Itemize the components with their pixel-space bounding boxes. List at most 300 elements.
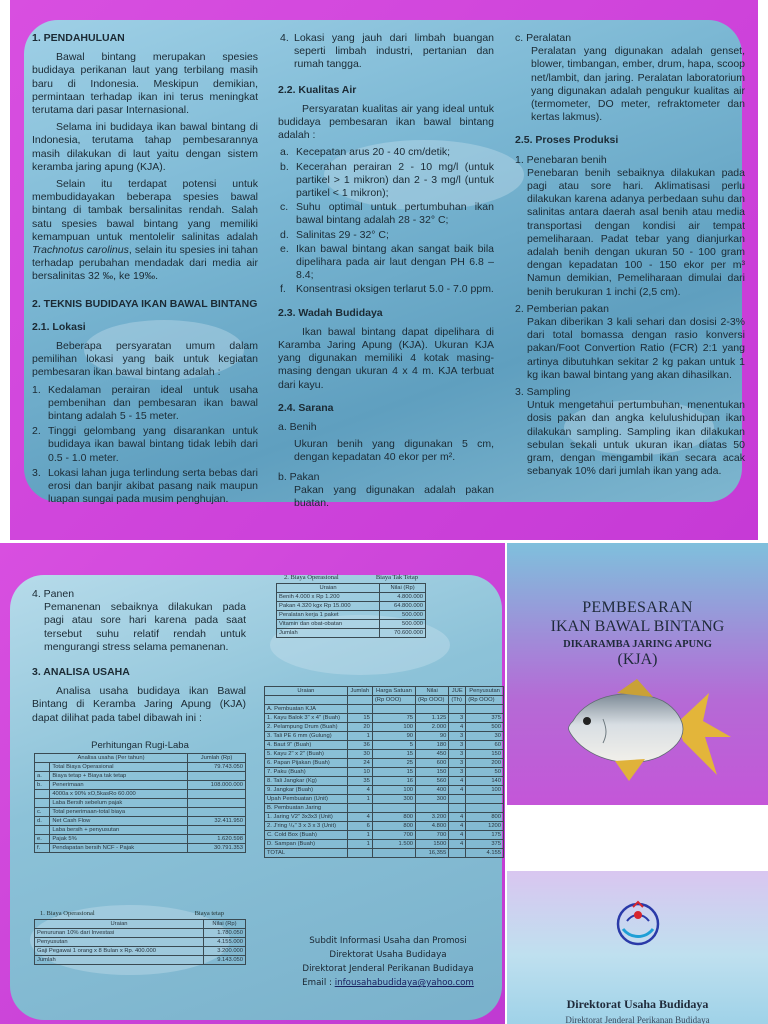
list-text: Lokasi lahan juga terlindung serta bebas dari erosi dan banjir akibat pasang naik maupun luapan sungai pada musim penghujan.: [48, 466, 258, 506]
table-cell: 20: [347, 723, 372, 732]
table-cell: 4: [449, 822, 466, 831]
table-cell: TOTAL: [265, 849, 348, 858]
table-cell: [35, 790, 50, 799]
table-cell: [347, 705, 372, 714]
list-number: 1.: [32, 383, 41, 396]
footer-email-line: Email : infousahabudidaya@yahoo.com: [302, 978, 474, 988]
table-cell: 3: [449, 741, 466, 750]
table-cell: 3: [449, 714, 466, 723]
table-cell: 100: [466, 786, 504, 795]
table-cell: 140: [466, 777, 504, 786]
table-cell: 1: [347, 831, 372, 840]
footer-line: Direktorat Usaha Budidaya: [329, 950, 447, 960]
list-text: Tinggi gelombang yang disarankan untuk budidaya ikan bawal bintang tidak lebih dari 0.5 - 1.0 meter.: [48, 425, 258, 464]
table-units-row: [265, 696, 504, 705]
table-cell: [372, 705, 415, 714]
table-cell: 1500: [416, 840, 449, 849]
table-cell: 3. Tali PE 6 mm (Gulung): [265, 732, 348, 741]
lokasi-list-continued: [278, 32, 494, 72]
table-cell: [416, 804, 449, 813]
table-cell: 6. Papan Pijakan (Buah): [265, 759, 348, 768]
table-cell: [466, 795, 504, 804]
email-link[interactable]: infousahabudidaya@yahoo.com: [334, 978, 474, 988]
table-cell: 30.791.353: [188, 844, 246, 853]
table-cell: 4: [449, 840, 466, 849]
table-row: [265, 840, 504, 849]
production-list: [515, 154, 745, 479]
table-caption: 2. Biaya Operasional: [284, 574, 339, 581]
table-cell: 4: [449, 786, 466, 795]
table-cell: Jumlah: [277, 629, 380, 638]
table-row: [265, 813, 504, 822]
table-header-row: [277, 584, 426, 593]
table-cell: 500: [466, 723, 504, 732]
footer-line: Subdit Informasi Usaha dan Promosi: [309, 936, 467, 946]
profit-loss-table: [34, 753, 246, 853]
table-row: [265, 750, 504, 759]
table-cell: A. Pembuatan KJA: [265, 705, 348, 714]
table-cell: 300: [416, 795, 449, 804]
fixed-cost-table: [34, 919, 246, 965]
table-cell: [188, 808, 246, 817]
table-row: [277, 629, 426, 638]
table-cell: 150: [466, 750, 504, 759]
investment-block: [264, 686, 504, 858]
table-row: [35, 826, 246, 835]
table-cell: 375: [466, 714, 504, 723]
table-cell: [265, 696, 348, 705]
section-heading: 1. PENDAHULUAN: [32, 32, 125, 44]
table-cell: Pajak 5%: [50, 835, 188, 844]
table-cell: 1: [347, 732, 372, 741]
table-cell: 79.743.050: [188, 763, 246, 772]
list-text: Untuk mengetahui pertumbuhan, menentukan dosis pakan dan angka kelulushidupan ikan dilakukan sampling. Sampling ikan dilakukan sebulan sekali untuk ukuran ikan diatas 50 gram, dengan mengambil ikan secara acak sebanyak 10% dari jumlah ikan yang ada.: [527, 399, 745, 478]
table-cell: Laba bersih + penyusutan: [50, 826, 188, 835]
table-cell: 3: [449, 768, 466, 777]
table-cell: [449, 849, 466, 858]
table-cell: 9.143.050: [204, 956, 246, 965]
table-cell: Penyusutan: [35, 938, 204, 947]
table-cell: 30: [347, 750, 372, 759]
table-cell: [35, 826, 50, 835]
fixed-cost-block: [34, 910, 246, 965]
table-cell: Benih 4.000 x Rp 1.200: [277, 593, 380, 602]
list-text: Ikan bawal bintang akan sangat baik bila dipelihara pada air laut dengan PH 6.8 – 8.4;: [296, 242, 494, 282]
table-row: [265, 732, 504, 741]
tail-fin: [677, 693, 731, 775]
table-cell: 1.125: [416, 714, 449, 723]
table-cell: Net Cash Flow: [50, 817, 188, 826]
table-cell: 36: [347, 741, 372, 750]
table-cell: 7. Paku (Buah): [265, 768, 348, 777]
table-row: [35, 790, 246, 799]
table-row: [265, 849, 504, 858]
paragraph: Bawal bintang merupakan spesies budidaya perikanan laut yang terbilang masih baru di Indonesia. Meskipun demikian, permintaan terhadap ikan ini terus meningkat terutama dari pasar Internasional.: [32, 51, 258, 117]
paragraph: Beberapa persyaratan umum dalam pemilihan lokasi yang baik untuk kegiatan pembesaran ikan bawal bintang adalah :: [32, 340, 258, 379]
list-item: [278, 161, 494, 201]
list-item: [278, 201, 494, 227]
list-text: Lokasi yang jauh dari limbah buangan seperti limbah industri, pertanian dan rumah tangga.: [294, 32, 494, 71]
anal-fin: [615, 759, 645, 781]
list-number: 2.: [32, 425, 41, 438]
table-header-cell: Uraian: [277, 584, 380, 593]
table-row: [35, 808, 246, 817]
table-cell: Penerimaan: [50, 781, 188, 790]
paragraph: Ikan bawal bintang dapat dipelihara di Karamba Jaring Apung (KJA). Ukuran KJA yang digunakan memiliki 4 kotak masing-masing dengan ukuran 4 x 4 m. KJA terbuat dari kayu.: [278, 325, 494, 391]
table-row: [35, 938, 246, 947]
table-cell: 4. Baut 9" (Buah): [265, 741, 348, 750]
table-cell: 6: [347, 822, 372, 831]
variable-cost-block: [276, 574, 426, 638]
table-cell: 9. Jangkar (Buah): [265, 786, 348, 795]
table-cell: 2. Pelampung Drum (Buah): [265, 723, 348, 732]
list-item: [278, 32, 494, 72]
table-row: [265, 777, 504, 786]
list-item: [32, 384, 258, 424]
table-cell: 1200: [466, 822, 504, 831]
table-cell: 108.000.000: [188, 781, 246, 790]
table-cell: 35: [347, 777, 372, 786]
table-cell: Total penerimaan-total biaya: [50, 808, 188, 817]
table-cell: 400: [416, 786, 449, 795]
table-row: [277, 593, 426, 602]
list-item: [515, 386, 745, 478]
table-cell: 3.200: [416, 813, 449, 822]
paragraph: Persyaratan kualitas air yang ideal untuk budidaya pembesaran ikan bawal bintang adalah :: [278, 102, 494, 142]
table-row: [265, 768, 504, 777]
panen-item: [32, 588, 246, 654]
table-cell: 4.800.000: [380, 593, 426, 602]
list-item: [278, 283, 494, 296]
table-cell: 1: [347, 795, 372, 804]
table-cell: 5: [372, 741, 415, 750]
list-text: Suhu optimal untuk pertumbuhan ikan bawal bintang adalah 28 - 32° C;: [296, 201, 494, 227]
table-cell: 200: [466, 759, 504, 768]
sarana-label: c. Peralatan: [515, 32, 572, 44]
paragraph: Selain itu terdapat potensi untuk membudidayakan beberapa spesies bawal bintang di tambak bersalinitas rendah. Salah satu spesies bawal bintang yang memiliki kemampuan untuk mentolelir salinitas adalah Trachnotus carolinus, selain itu spesies ini tahan terhadap perubahan mendadak dari media air bersalinitas 32 ‰, ke 19‰.: [32, 178, 258, 283]
table-cell: D. Sampan (Buah): [265, 840, 348, 849]
table-cell: 700: [416, 831, 449, 840]
table-header-cell: Analisa usaha (Per tahun): [35, 754, 188, 763]
table-cell: 15: [372, 768, 415, 777]
list-item: [278, 243, 494, 283]
table-cell: [372, 849, 415, 858]
table-cell: 500.000: [380, 620, 426, 629]
table-cell: 10: [347, 768, 372, 777]
table-cell: 500.000: [380, 611, 426, 620]
table-cell: [188, 790, 246, 799]
subsection-heading: 2.3. Wadah Budidaya: [278, 306, 383, 319]
investment-table: [264, 686, 504, 858]
list-number: 3.: [32, 466, 41, 479]
table-cell: f.: [35, 844, 50, 853]
table-header-cell: Jumlah: [347, 687, 372, 696]
panen-column: [32, 588, 246, 729]
table-cell: [188, 772, 246, 781]
table-cell: [449, 804, 466, 813]
paragraph: Ukuran benih yang digunakan 5 cm, dengan kepadatan 40 ekor per m².: [294, 438, 494, 464]
table-cell: [466, 705, 504, 714]
table-cell: Laba Bersih sebelum pajak: [50, 799, 188, 808]
table-row: [35, 799, 246, 808]
table-cell: c.: [35, 808, 50, 817]
table-cell: 1: [347, 840, 372, 849]
table-cell: 25: [372, 759, 415, 768]
table-cell: e.: [35, 835, 50, 844]
paragraph: Peralatan yang digunakan adalah genset, blower, timbangan, ember, drum, hapa, scoop net/lambit, dan jaring. Peralatan laboratorium yang digunakan adalah pengukur kualitas air (termometer, DO meter, refraktometer dan kertas lakmus).: [531, 45, 745, 124]
list-item: [515, 154, 745, 299]
table-cell: 4.800: [416, 822, 449, 831]
table-cell: 2. J'ring ¹/₄" 3 x 3 x 3 (Unit): [265, 822, 348, 831]
table-cell: [188, 799, 246, 808]
list-letter: c.: [280, 201, 289, 214]
table-row: [265, 795, 504, 804]
table-cell: 50: [466, 768, 504, 777]
table-row: [277, 602, 426, 611]
column-1: [32, 32, 258, 509]
table-cell: 700: [372, 831, 415, 840]
list-item: [32, 467, 258, 507]
table-cell: 4.155: [466, 849, 504, 858]
table-cell: [347, 804, 372, 813]
table-cell: Total Biaya Operasional: [50, 763, 188, 772]
footer-line: Direktorat Jenderal Perikanan Budidaya: [302, 964, 474, 974]
list-text: Kecepatan arus 20 - 40 cm/detik;: [296, 146, 451, 159]
table-header-cell: Nilai (Rp): [380, 584, 426, 593]
table-caption: Perhitungan Rugi-Laba: [91, 740, 189, 751]
table-cell: 15: [372, 750, 415, 759]
table-header-cell: Jumlah (Rp): [188, 754, 246, 763]
table-header-cell: Nilai: [416, 687, 449, 696]
table-header-row: [35, 920, 246, 929]
table-cell: 4: [449, 813, 466, 822]
table-cell: [466, 804, 504, 813]
cover-white-band: [507, 805, 768, 871]
table-cell: 4: [449, 777, 466, 786]
table-cell: 100: [372, 786, 415, 795]
profit-loss-block: [34, 740, 246, 853]
table-row: [265, 741, 504, 750]
cover-subtitle: (KJA): [617, 651, 658, 668]
table-cell: a.: [35, 772, 50, 781]
table-cell: [188, 826, 246, 835]
table-cell: 32.411.950: [188, 817, 246, 826]
table-cell: 375: [466, 840, 504, 849]
air-quality-list: [278, 146, 494, 296]
sarana-label: a. Benih: [278, 421, 317, 434]
table-cell: 2.000: [416, 723, 449, 732]
subsection-heading: 2.4. Sarana: [278, 401, 334, 414]
table-cell: (Th): [449, 696, 466, 705]
table-cell: 90: [416, 732, 449, 741]
table-cell: (Rp OOO): [372, 696, 415, 705]
list-letter: d.: [280, 228, 289, 241]
table-cell: 800: [372, 813, 415, 822]
table-cell: 1.620.598: [188, 835, 246, 844]
table-cell: B. Pembuatan Jaring: [265, 804, 348, 813]
table-cell: 3.200.000: [204, 947, 246, 956]
list-text: Kecerahan perairan 2 - 10 mg/l (untuk partikel > 1 mikron) dan 2 - 3 mg/l (untuk partikel < 1 mikron);: [296, 160, 494, 200]
fish-eye: [583, 717, 591, 725]
list-letter: a.: [280, 146, 289, 159]
table-header-cell: Harga Satuan: [372, 687, 415, 696]
list-text: Kedalaman perairan ideal untuk usaha pembenihan dan pembesaran ikan bawal bintang adalah 5 - 15 meter.: [48, 383, 258, 423]
fish-body: [569, 694, 684, 763]
table-row: [265, 714, 504, 723]
table-cell: 30: [466, 732, 504, 741]
table-cell: Pakan 4.320 kgx Rp 15.000: [277, 602, 380, 611]
cover-title-line: IKAN BAWAL BINTANG: [550, 618, 725, 635]
table-cell: 75: [372, 714, 415, 723]
table-cell: 15: [347, 714, 372, 723]
table-header-cell: Uraian: [265, 687, 348, 696]
table-cell: [35, 763, 50, 772]
table-cell: 8. Tali Jangkar (Kg): [265, 777, 348, 786]
list-text: Pemanenan sebaiknya dilakukan pada pagi atau sore hari karena pada saat tersebut suhu relatif rendah untuk mengurangi stress selama pemanenan.: [44, 601, 246, 653]
table-cell: 150: [416, 768, 449, 777]
list-item: [515, 303, 745, 382]
table-cell: (Rp OOO): [416, 696, 449, 705]
table-cell: [449, 705, 466, 714]
column-3: [515, 32, 745, 483]
list-letter: e.: [280, 242, 289, 255]
table-cell: 1. Kayu Balok 3" x 4" (Buah): [265, 714, 348, 723]
table-cell: 24: [347, 759, 372, 768]
list-text: Pakan diberikan 3 kali sehari dan dosisi 2-3% dari total bomassa dengan rasio konversi pakan/Foot Convertion Ratio (FCR) 2:1 yang artinya dibutuhkan sekitar 2 kg pakan untuk 1 kg ikan bawal bintang yang akan dihasilkan.: [527, 316, 745, 381]
table-cell: [347, 696, 372, 705]
table-cell: 3: [449, 750, 466, 759]
table-cell: Biaya tetap + Biaya tak tetap: [50, 772, 188, 781]
list-number: 4.: [280, 32, 289, 44]
list-label: 2. Pemberian pakan: [515, 302, 609, 315]
ministry-logo: [613, 899, 663, 949]
table-cell: [372, 804, 415, 813]
table-cell: 5. Kayu 2" x 2" (Buah): [265, 750, 348, 759]
table-row: [35, 835, 246, 844]
table-cell: 1.780.050: [204, 929, 246, 938]
table-cell: 4: [347, 786, 372, 795]
table-cell: [347, 849, 372, 858]
table-row: [265, 831, 504, 840]
table-row: [265, 822, 504, 831]
table-row: [35, 781, 246, 790]
table-row: [265, 759, 504, 768]
table-cell: [35, 799, 50, 808]
subsection-heading: 2.2. Kualitas Air: [278, 83, 357, 96]
table-cell: 64.800.000: [380, 602, 426, 611]
table-cell: 1.500: [372, 840, 415, 849]
list-item: [32, 425, 258, 465]
table-caption: Biaya Tak Tetap: [375, 574, 418, 581]
table-cell: 3: [449, 759, 466, 768]
table-cell: 16: [372, 777, 415, 786]
table-cell: 450: [416, 750, 449, 759]
publisher-footer: [268, 934, 508, 990]
table-cell: Penurunan 10% dari Investasi: [35, 929, 204, 938]
table-cell: [449, 795, 466, 804]
table-cell: 60: [466, 741, 504, 750]
table-row: [35, 772, 246, 781]
paragraph: Pakan yang digunakan adalah pakan buatan.: [294, 483, 494, 510]
subsection-heading: 2.1. Lokasi: [32, 320, 86, 333]
paragraph: Selama ini budidaya ikan bawal bintang di Indonesia, terutama tahap pembesarannya masih dilakukan di laut yaitu dengan sistem keramba jaring apung (KJA).: [32, 121, 258, 173]
cover-organization-sub: Direktorat Jenderal Perikanan Budidaya: [565, 1015, 710, 1024]
table-cell: 800: [466, 813, 504, 822]
table-header-row: [35, 754, 246, 763]
variable-cost-table: [276, 583, 426, 638]
table-row: [265, 786, 504, 795]
lokasi-list: [32, 384, 258, 507]
table-cell: C. Cold Box (Buah): [265, 831, 348, 840]
table-row: [35, 844, 246, 853]
table-row: [277, 620, 426, 629]
table-cell: 175: [466, 831, 504, 840]
table-cell: 300: [372, 795, 415, 804]
table-cell: 4.155.000: [204, 938, 246, 947]
table-header-cell: Penyusutan: [466, 687, 504, 696]
inner-spread-panel: [10, 0, 758, 540]
table-cell: 70.600.000: [380, 629, 426, 638]
table-row: [265, 804, 504, 813]
table-row: [35, 763, 246, 772]
table-cell: Pendapatan bersih NCF - Pajak: [50, 844, 188, 853]
pompano-fish-illustration: [559, 671, 741, 791]
table-cell: d.: [35, 817, 50, 826]
list-label: 3. Sampling: [515, 386, 571, 399]
section-heading: 3. ANALISA USAHA: [32, 666, 130, 679]
column-2: [278, 32, 494, 514]
table-header-cell: JUE: [449, 687, 466, 696]
table-cell: Vitamin dan obat-obatan: [277, 620, 380, 629]
list-label: 4. Panen: [32, 588, 75, 600]
list-letter: f.: [280, 283, 286, 296]
table-cell: 1. Jaring V2" 3x3x3 (Unit): [265, 813, 348, 822]
table-cell: 4000a x 90% xO,5kasRo 60.000: [50, 790, 188, 799]
table-cell: 16,355: [416, 849, 449, 858]
table-cell: 800: [372, 822, 415, 831]
table-row: [265, 723, 504, 732]
table-header-row: [265, 687, 504, 696]
sarana-label: b. Pakan: [278, 470, 320, 483]
table-caption: Biaya tetap: [194, 910, 224, 917]
cover-organization: Direktorat Usaha Budidaya: [566, 997, 709, 1011]
table-header-cell: Nilai (Rp): [204, 920, 246, 929]
list-label: 1. Penebaran benih: [515, 153, 607, 166]
table-cell: b.: [35, 781, 50, 790]
table-row: [35, 947, 246, 956]
list-item: [278, 229, 494, 242]
table-cell: 560: [416, 777, 449, 786]
table-cell: 4: [347, 813, 372, 822]
section-heading: 2. TEKNIS BUDIDAYA IKAN BAWAL BINTANG: [32, 297, 258, 310]
table-cell: (Rp OOO): [466, 696, 504, 705]
table-row: [35, 817, 246, 826]
table-header-cell: Uraian: [35, 920, 204, 929]
cover-subtitle: DIKARAMBA JARING APUNG: [563, 639, 712, 650]
table-cell: Peralatan kerja 1 paket: [277, 611, 380, 620]
table-row: [277, 611, 426, 620]
table-cell: 180: [416, 741, 449, 750]
list-text: Konsentrasi oksigen terlarut 5.0 - 7.0 ppm.: [296, 283, 494, 296]
list-text: Salinitas 29 - 32° C;: [296, 228, 389, 241]
list-text: Penebaran benih sebaiknya dilakukan pada pagi atau sore hari. Aklimatisasi perlu dilakukan karena adanya perbedaan suhu dan salinitas antara daerah asal benih atau media transportasi dengan kondisi air tempat pemeliharaan. Padat tebar yang dianjurkan adalah benih dengan ukuran 50 - 100 gram dengan kepadatan 100 - 150 ekor per m³ Namun demikian, Pemeliharaan dimulai dari benih berukuran 1 inchi (2,5 cm).: [527, 166, 745, 298]
table-cell: 600: [416, 759, 449, 768]
table-row: [35, 956, 246, 965]
table-row: [35, 929, 246, 938]
table-cell: 4: [449, 831, 466, 840]
paragraph: Analisa usaha budidaya ikan Bawal Bintang di Keramba Jaring Apung (KJA) dapat dilihat pada tabel dibawah ini :: [32, 685, 246, 724]
cover-title-line: PEMBESARAN: [582, 599, 693, 616]
